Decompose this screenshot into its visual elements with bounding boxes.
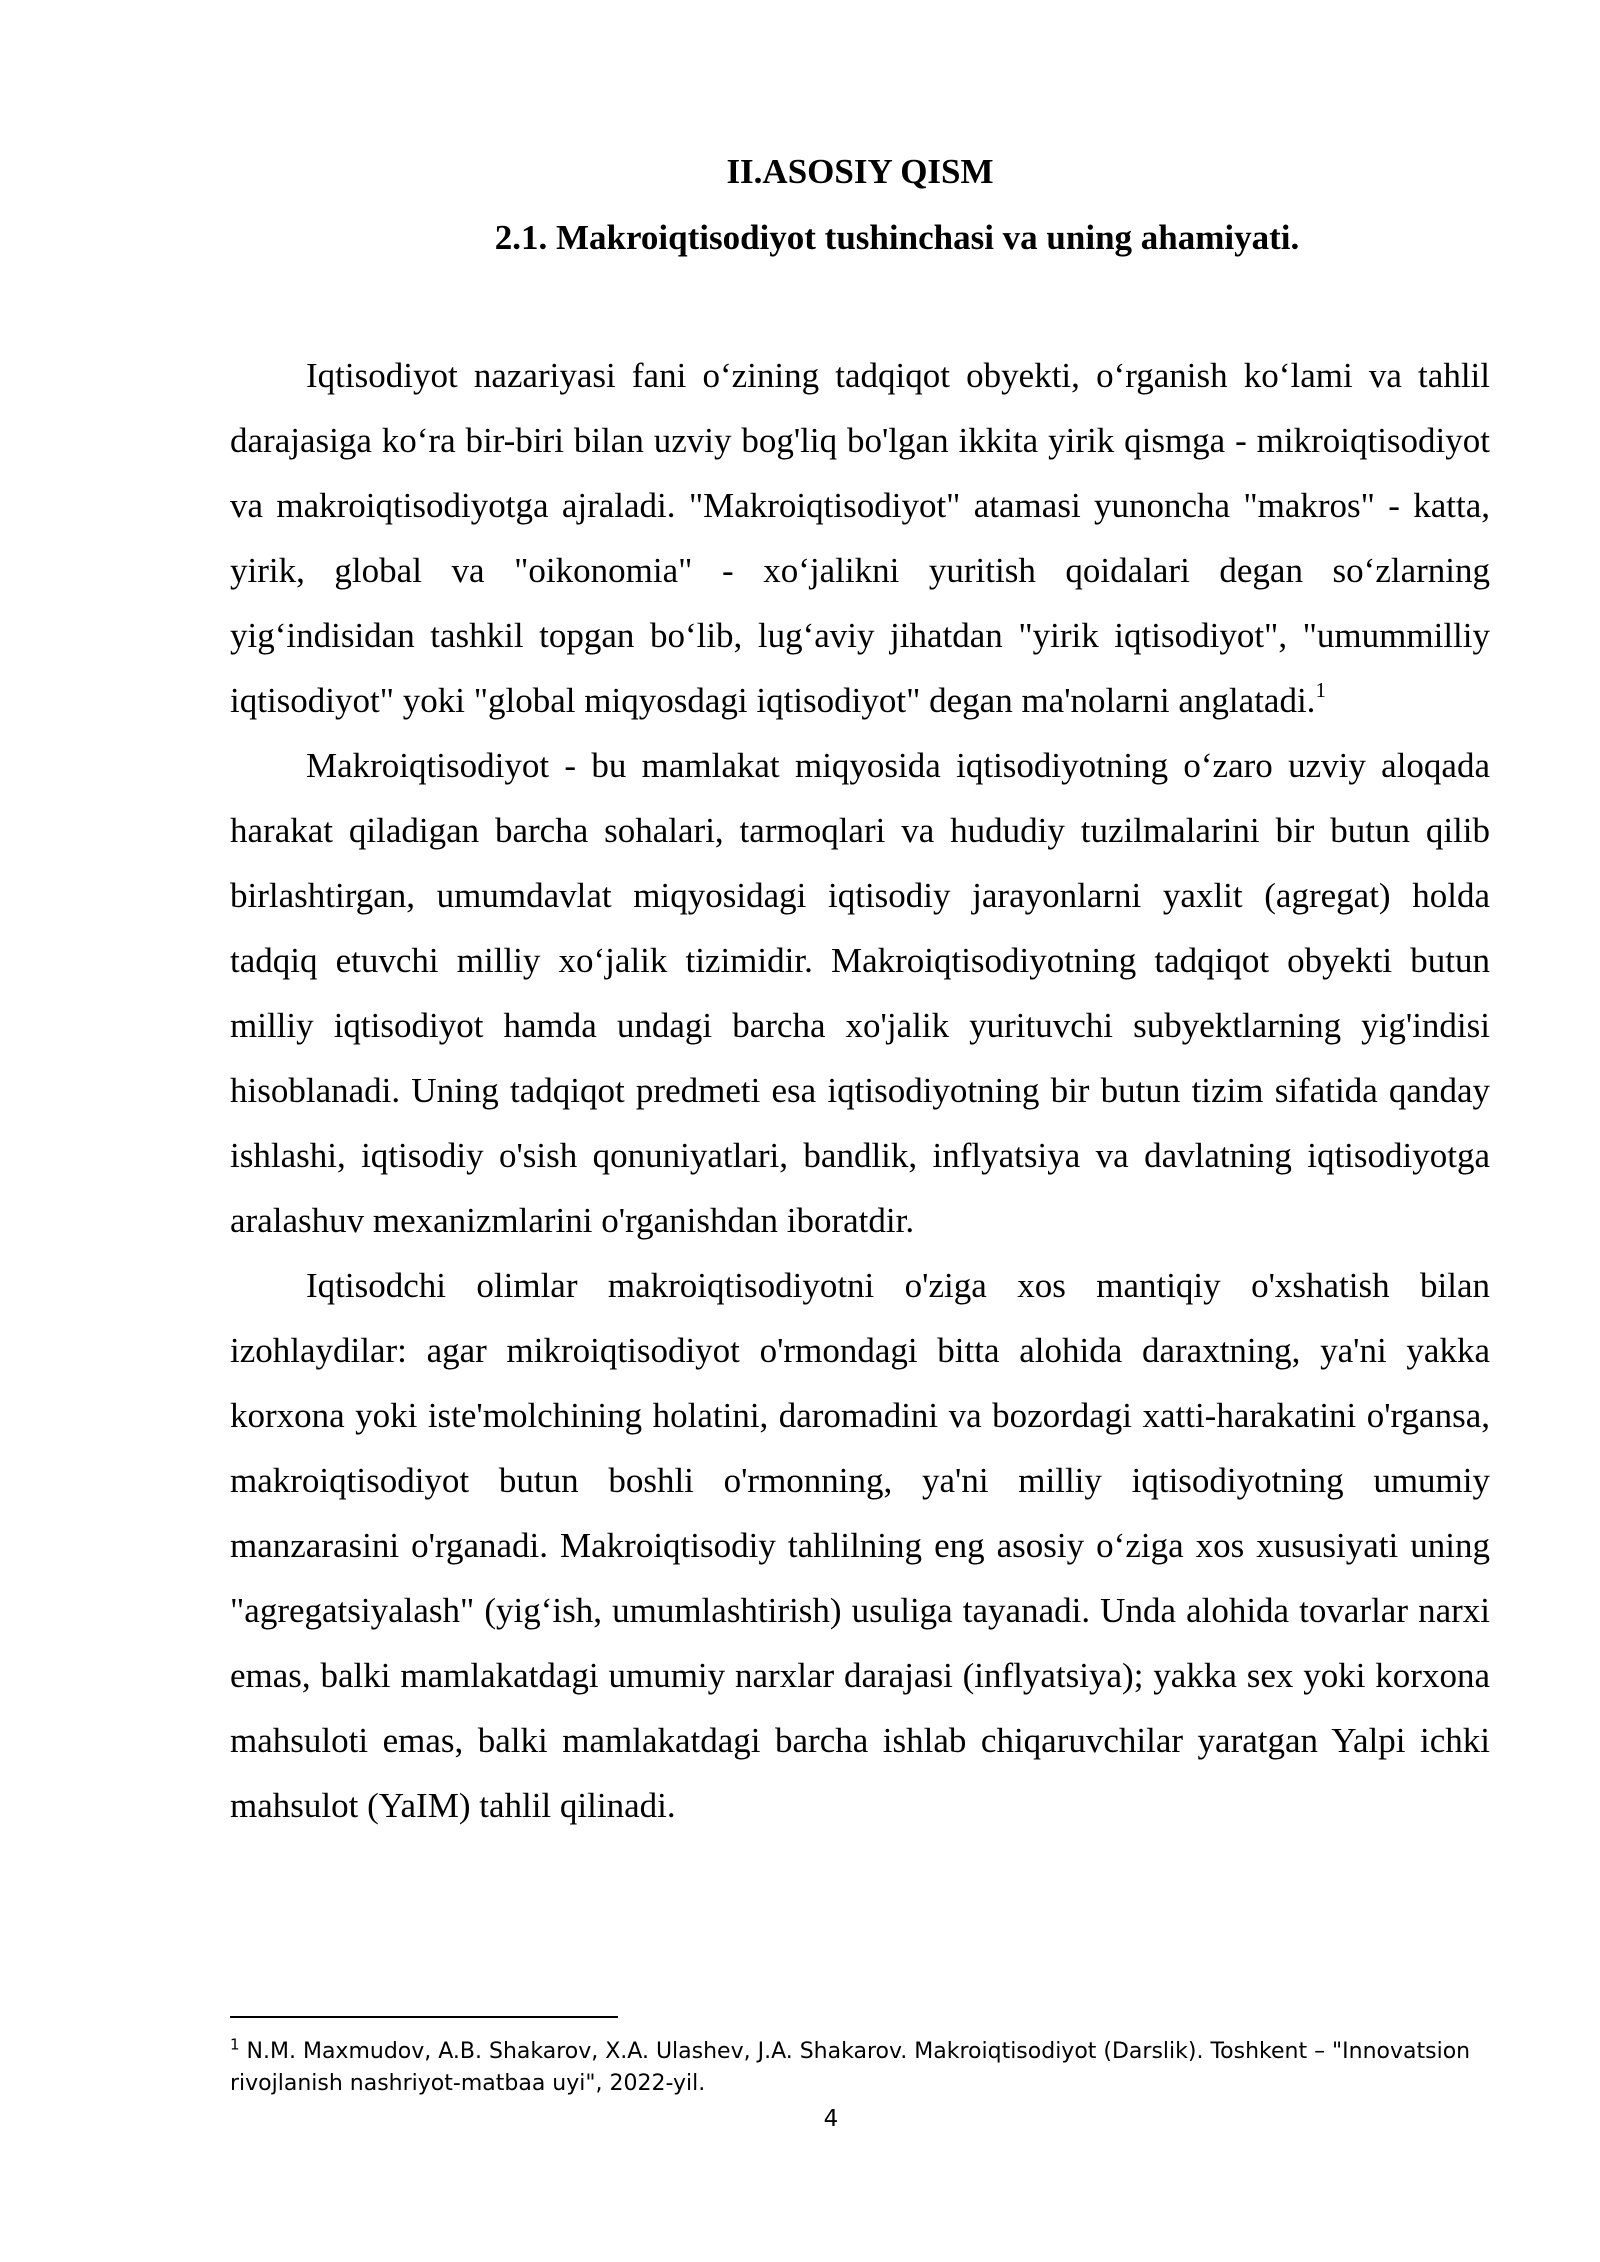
paragraph-3-text: Iqtisodchi olimlar makroiqtisodiyotni o'ziga xos mantiqiy o'xshatish bilan izohlaydilar: agar mikroiqtisodiyot o'rmondagi bitta alohida daraxtning, ya'ni yakka korxona yoki iste'molchining holatini, daromadini va bozordagi xatti-harakatini o'rgansa, makroiqtisodiyot butun boshli o'rmonning, ya'ni milliy iqtisodiyotning umumiy manzarasini o'rganadi. Makroiqtisodiy tahlilning eng asosiy o‘ziga xos xususiyati uning "agregatsiyalash" (yig‘ish, umumlashtirish) usuliga tayanadi. Unda alohida tovarlar narxi emas, balki mamlakatdagi umumiy narxlar darajasi (inflyatsiya); yakka sex yoki korxona mahsuloti emas, balki mamlakatdagi barcha ishlab chiqaruvchilar yaratgan Yalpi ichki mahsulot (YaIM) tahlil qilinadi. bbox=[230, 1266, 1490, 1825]
footnote-separator bbox=[230, 2016, 618, 2018]
paragraph-3 bbox=[230, 1253, 1490, 1838]
section-title: 2.1. Makroiqtisodiyot tushinchasi va uning ahamiyati. bbox=[494, 218, 1300, 257]
page-number: 4 bbox=[823, 2106, 839, 2132]
footnote bbox=[230, 2036, 1490, 2100]
footnote-reference[interactable]: 1 bbox=[1315, 678, 1326, 703]
paragraph-1-text: Iqtisodiyot nazariyasi fani o‘zining tadqiqot obyekti, o‘rganish ko‘lami va tahlil darajasiga ko‘ra bir-biri bilan uzviy bog'liq bo'lgan ikkita yirik qismga - mikroiqtisodiyot va makroiqtisodiyotga ajraladi. "Makroiqtisodiyot" atamasi yunoncha "makros" - katta, yirik, global va "oikonomia" - xo‘jalikni yuritish qoidalari degan so‘zlarning yig‘indisidan tashkil topgan bo‘lib, lug‘aviy jihatdan "yirik iqtisodiyot", "umummilliy iqtisodiyot" yoki "global miqyosdagi iqtisodiyot" degan ma'nolarni anglatadi. bbox=[230, 356, 1490, 720]
paragraph-2-text: Makroiqtisodiyot - bu mamlakat miqyosida iqtisodiyotning o‘zaro uzviy aloqada harakat qiladigan barcha sohalari, tarmoqlari va hududiy tuzilmalarini bir butun qilib birlashtirgan, umumdavlat miqyosidagi iqtisodiy jarayonlarni yaxlit (agregat) holda tadqiq etuvchi milliy xo‘jalik tizimidir. Makroiqtisodiyotning tadqiqot obyekti butun milliy iqtisodiyot hamda undagi barcha xo'jalik yurituvchi subyektlarning yig'indisi hisoblanadi. Uning tadqiqot predmeti esa iqtisodiyotning bir butun tizim sifatida qanday ishlashi, iqtisodiy o'sish qonuniyatlari, bandlik, inflyatsiya va davlatning iqtisodiyotga aralashuv mexanizmlarini o'rganishdan iboratdir. bbox=[230, 746, 1490, 1240]
paragraph-2 bbox=[230, 733, 1490, 1253]
footnote-text: N.M. Maxmudov, A.B. Shakarov, X.A. Ulashev, J.A. Shakarov. Makroiqtisodiyot (Darslik). Toshkent – "Innovatsion rivojlanish nashriyot-matbaa uyi", 2022-yil. bbox=[230, 2039, 1471, 2096]
body-text bbox=[230, 343, 1490, 1838]
part-title: II.ASOSIY QISM bbox=[726, 152, 994, 191]
paragraph-1 bbox=[230, 343, 1490, 733]
footnote-marker: 1 bbox=[230, 2035, 240, 2054]
